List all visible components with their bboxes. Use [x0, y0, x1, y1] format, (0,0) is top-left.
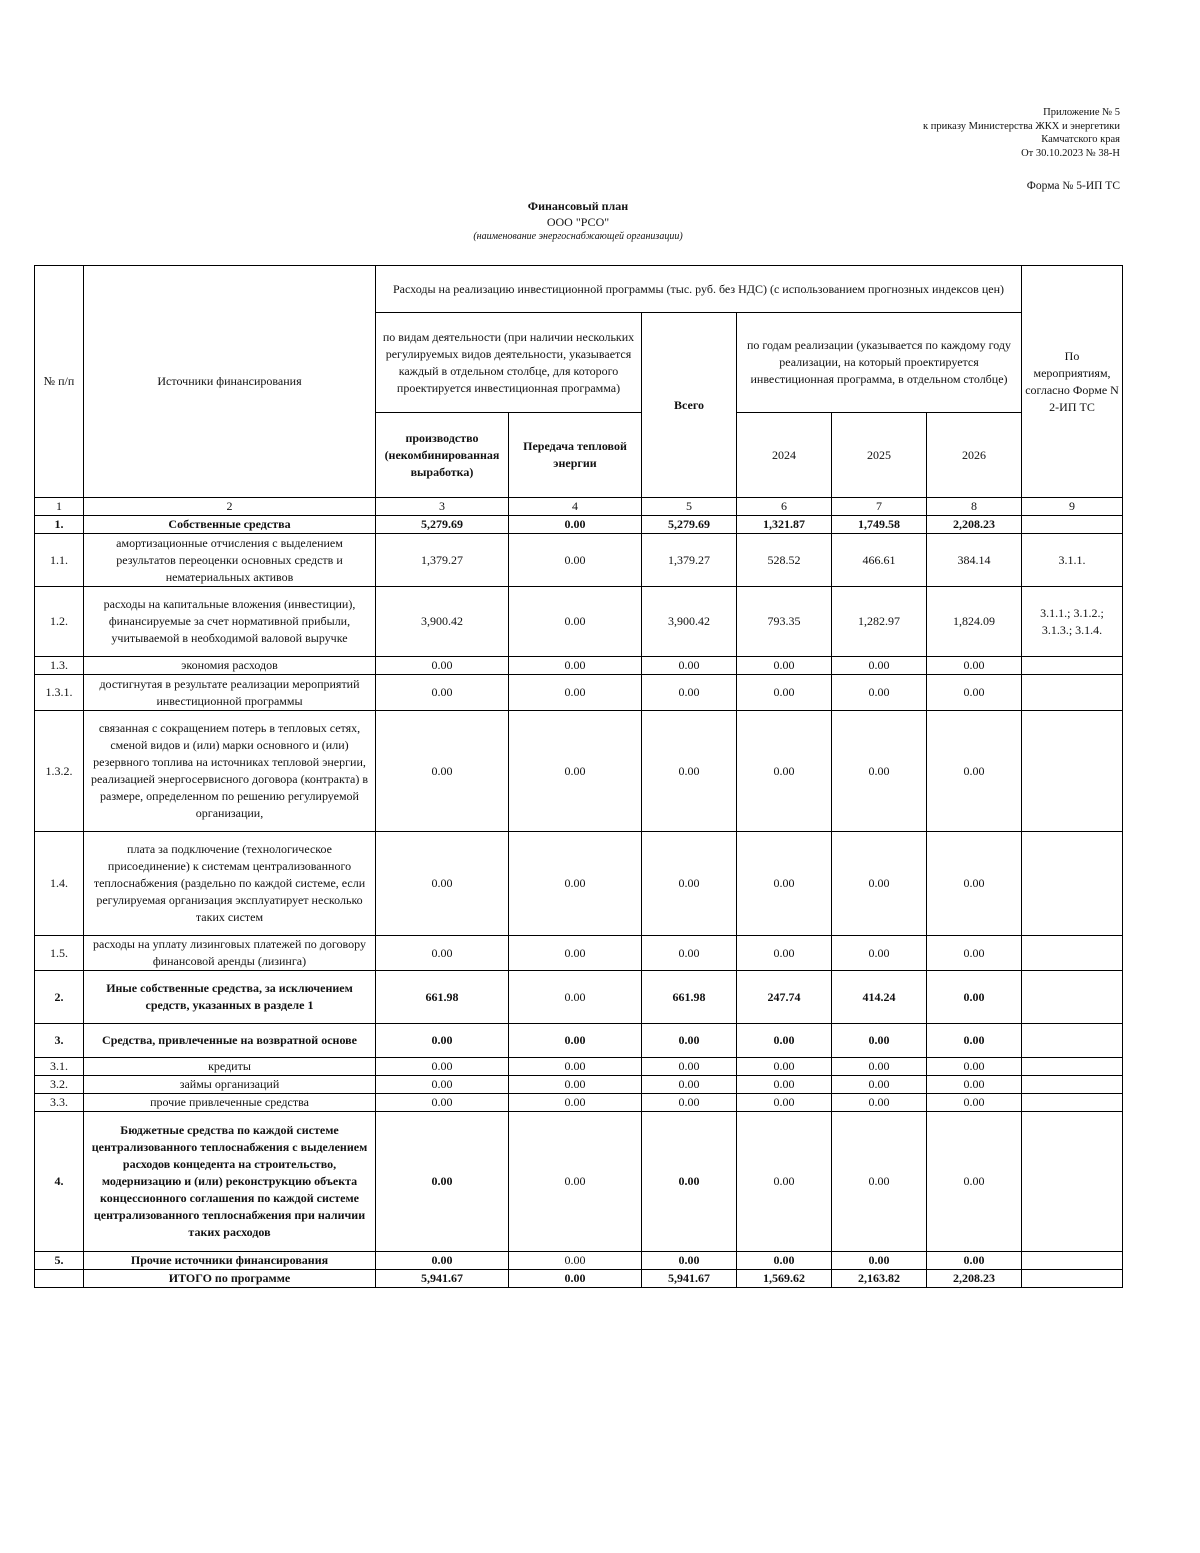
header-by-years: по годам реализации (указывается по каждому году реализации, на который проектируется инвестиционная программа, в отдельном столбце) — [737, 313, 1022, 413]
row-value: 1,379.27 — [642, 534, 737, 587]
row-value: 0.00 — [509, 1024, 642, 1058]
table-row — [35, 1058, 1123, 1076]
row-number: 3.2. — [35, 1076, 84, 1094]
row-value: 0.00 — [642, 1252, 737, 1270]
form-number: Форма № 5-ИП ТС — [1026, 180, 1120, 192]
row-measure-reference — [1022, 1024, 1123, 1058]
row-number: 3.1. — [35, 1058, 84, 1076]
organization-caption: (наименование энергоснабжающей организации) — [473, 231, 683, 242]
row-value: 2,208.23 — [927, 1270, 1022, 1288]
column-number: 7 — [832, 498, 927, 516]
row-value: 2,208.23 — [927, 516, 1022, 534]
row-value: 0.00 — [642, 675, 737, 711]
row-value: 0.00 — [509, 657, 642, 675]
row-source-name: экономия расходов — [84, 657, 376, 675]
row-source-name: Прочие источники финансирования — [84, 1252, 376, 1270]
table-row — [35, 971, 1123, 1024]
table-row — [35, 1270, 1123, 1288]
row-number: 1.3. — [35, 657, 84, 675]
row-value: 0.00 — [737, 711, 832, 832]
header-year: 2026 — [927, 413, 1022, 498]
row-source-name: Иные собственные средства, за исключением средств, указанных в разделе 1 — [84, 971, 376, 1024]
row-number: 1.4. — [35, 832, 84, 936]
row-source-name: амортизационные отчисления с выделением результатов переоценки основных средств и нематериальных активов — [84, 534, 376, 587]
row-value: 0.00 — [737, 936, 832, 971]
row-number: 1.3.2. — [35, 711, 84, 832]
row-value: 0.00 — [509, 971, 642, 1024]
row-value: 3,900.42 — [376, 587, 509, 657]
column-number: 3 — [376, 498, 509, 516]
row-measure-reference — [1022, 1058, 1123, 1076]
column-number: 5 — [642, 498, 737, 516]
row-value: 0.00 — [832, 675, 927, 711]
row-value: 0.00 — [737, 657, 832, 675]
row-value: 247.74 — [737, 971, 832, 1024]
header-sources: Источники финансирования — [84, 266, 376, 498]
row-value: 0.00 — [509, 516, 642, 534]
row-value: 0.00 — [642, 1112, 737, 1252]
row-number: 3. — [35, 1024, 84, 1058]
appendix-reference — [923, 106, 1120, 160]
row-value: 0.00 — [642, 711, 737, 832]
row-value: 0.00 — [509, 1252, 642, 1270]
row-number: 1.1. — [35, 534, 84, 587]
row-value: 0.00 — [737, 832, 832, 936]
row-value: 1,569.62 — [737, 1270, 832, 1288]
header-by-activity: по видам деятельности (при наличии нескольких регулируемых видов деятельности, указывается каждый в отдельном столбце, для которого проектируется инвестиционная программа) — [376, 313, 642, 413]
row-value: 0.00 — [376, 832, 509, 936]
row-value: 0.00 — [737, 1112, 832, 1252]
table-row — [35, 1024, 1123, 1058]
row-value: 5,279.69 — [642, 516, 737, 534]
financial-plan-table — [34, 265, 1123, 1288]
row-measure-reference — [1022, 675, 1123, 711]
table-row — [35, 587, 1123, 657]
row-source-name: прочие привлеченные средства — [84, 1094, 376, 1112]
row-source-name: займы организаций — [84, 1076, 376, 1094]
row-value: 0.00 — [927, 1252, 1022, 1270]
row-value: 1,749.58 — [832, 516, 927, 534]
header-year: 2024 — [737, 413, 832, 498]
appendix-line: к приказу Министерства ЖКХ и энергетики — [923, 120, 1120, 132]
row-value: 0.00 — [376, 1112, 509, 1252]
row-value: 0.00 — [509, 1058, 642, 1076]
row-value: 0.00 — [927, 1058, 1022, 1076]
row-measure-reference — [1022, 1252, 1123, 1270]
document-title: Финансовый план — [527, 199, 629, 213]
header-transmission: Передача тепловой энергии — [509, 413, 642, 498]
column-number: 8 — [927, 498, 1022, 516]
row-value: 0.00 — [642, 1058, 737, 1076]
column-number: 2 — [84, 498, 376, 516]
table-row — [35, 1076, 1123, 1094]
row-value: 0.00 — [376, 1076, 509, 1094]
row-value: 0.00 — [642, 1024, 737, 1058]
row-measure-reference — [1022, 711, 1123, 832]
row-value: 0.00 — [509, 534, 642, 587]
table-row — [35, 1112, 1123, 1252]
row-source-name: расходы на капитальные вложения (инвестиции), финансируемые за счет нормативной прибыли, учитываемой в необходимой валовой выручке — [84, 587, 376, 657]
row-value: 0.00 — [927, 1024, 1022, 1058]
row-value: 0.00 — [737, 1076, 832, 1094]
appendix-line: От 30.10.2023 № 38-Н — [1021, 147, 1120, 159]
row-number — [35, 1270, 84, 1288]
column-number: 4 — [509, 498, 642, 516]
row-number: 2. — [35, 971, 84, 1024]
row-value: 0.00 — [832, 657, 927, 675]
row-value: 0.00 — [376, 1024, 509, 1058]
row-value: 0.00 — [376, 711, 509, 832]
row-measure-reference — [1022, 1094, 1123, 1112]
row-value: 0.00 — [509, 587, 642, 657]
row-number: 1.5. — [35, 936, 84, 971]
row-value: 384.14 — [927, 534, 1022, 587]
row-value: 0.00 — [832, 1094, 927, 1112]
row-value: 0.00 — [737, 1024, 832, 1058]
row-value: 0.00 — [927, 657, 1022, 675]
row-value: 0.00 — [927, 832, 1022, 936]
header-expenses: Расходы на реализацию инвестиционной программы (тыс. руб. без НДС) (с использованием прогнозных индексов цен) — [376, 266, 1022, 313]
column-number-row — [35, 498, 1123, 516]
row-number: 4. — [35, 1112, 84, 1252]
document-title-block — [378, 198, 778, 244]
row-measure-reference — [1022, 1270, 1123, 1288]
row-source-name: связанная с сокращением потерь в тепловых сетях, сменой видов и (или) марки основного и (или) резервного топлива на источниках тепловой энергии, реализацией энергосервисного договора (контракта) в размере, определенном по решению регулируемой организации, — [84, 711, 376, 832]
row-measure-reference — [1022, 1112, 1123, 1252]
row-value: 661.98 — [642, 971, 737, 1024]
row-value: 0.00 — [927, 711, 1022, 832]
row-source-name: Бюджетные средства по каждой системе централизованного теплоснабжения с выделением расходов концедента на строительство, модернизацию и (или) реконструкцию объекта концессионного соглашения по каждой системе централизованного теплоснабжения при наличии таких расходов — [84, 1112, 376, 1252]
row-source-name: Средства, привлеченные на возвратной основе — [84, 1024, 376, 1058]
row-value: 0.00 — [832, 1112, 927, 1252]
row-value: 1,321.87 — [737, 516, 832, 534]
row-number: 3.3. — [35, 1094, 84, 1112]
header-by-measures: По мероприятиям, согласно Форме N 2-ИП ТС — [1022, 266, 1123, 498]
row-value: 0.00 — [509, 1270, 642, 1288]
row-source-name: кредиты — [84, 1058, 376, 1076]
row-value: 0.00 — [927, 1076, 1022, 1094]
header-production: производство (некомбинированная выработка) — [376, 413, 509, 498]
row-measure-reference — [1022, 936, 1123, 971]
row-value: 0.00 — [927, 936, 1022, 971]
column-number: 1 — [35, 498, 84, 516]
row-value: 0.00 — [509, 832, 642, 936]
row-value: 0.00 — [832, 1024, 927, 1058]
row-number: 5. — [35, 1252, 84, 1270]
row-value: 0.00 — [832, 1076, 927, 1094]
row-value: 0.00 — [737, 1252, 832, 1270]
row-value: 0.00 — [509, 675, 642, 711]
row-measure-reference: 3.1.1. — [1022, 534, 1123, 587]
row-value: 2,163.82 — [832, 1270, 927, 1288]
row-measure-reference: 3.1.1.; 3.1.2.; 3.1.3.; 3.1.4. — [1022, 587, 1123, 657]
row-value: 0.00 — [642, 936, 737, 971]
row-value: 528.52 — [737, 534, 832, 587]
row-value: 0.00 — [832, 936, 927, 971]
row-measure-reference — [1022, 516, 1123, 534]
header-year: 2025 — [832, 413, 927, 498]
row-value: 0.00 — [376, 936, 509, 971]
row-value: 1,824.09 — [927, 587, 1022, 657]
row-value: 1,282.97 — [832, 587, 927, 657]
row-number: 1. — [35, 516, 84, 534]
row-value: 0.00 — [642, 1094, 737, 1112]
row-value: 0.00 — [737, 1094, 832, 1112]
header-num: № п/п — [35, 266, 84, 498]
row-value: 0.00 — [642, 832, 737, 936]
row-value: 3,900.42 — [642, 587, 737, 657]
appendix-line: Приложение № 5 — [1043, 107, 1120, 118]
header-row — [35, 266, 1123, 313]
row-value: 5,941.67 — [642, 1270, 737, 1288]
row-value: 0.00 — [642, 657, 737, 675]
row-value: 1,379.27 — [376, 534, 509, 587]
row-value: 0.00 — [376, 675, 509, 711]
row-value: 0.00 — [832, 1252, 927, 1270]
row-value: 0.00 — [927, 971, 1022, 1024]
row-value: 0.00 — [737, 675, 832, 711]
row-source-name: Собственные средства — [84, 516, 376, 534]
row-value: 0.00 — [509, 1094, 642, 1112]
table-row — [35, 936, 1123, 971]
row-source-name: ИТОГО по программе — [84, 1270, 376, 1288]
header-total: Всего — [642, 313, 737, 498]
row-value: 414.24 — [832, 971, 927, 1024]
column-number: 9 — [1022, 498, 1123, 516]
row-value: 466.61 — [832, 534, 927, 587]
row-number: 1.2. — [35, 587, 84, 657]
row-value: 0.00 — [927, 1094, 1022, 1112]
table-row — [35, 711, 1123, 832]
row-value: 0.00 — [832, 711, 927, 832]
row-value: 0.00 — [376, 1094, 509, 1112]
row-measure-reference — [1022, 1076, 1123, 1094]
row-source-name: плата за подключение (технологическое присоединение) к системам централизованного теплоснабжения (раздельно по каждой системе, если регулируемая организация эксплуатирует несколько таких систем — [84, 832, 376, 936]
table-row — [35, 516, 1123, 534]
row-value: 0.00 — [509, 711, 642, 832]
table-row — [35, 534, 1123, 587]
row-value: 0.00 — [509, 936, 642, 971]
row-measure-reference — [1022, 657, 1123, 675]
row-value: 0.00 — [832, 1058, 927, 1076]
table-row — [35, 1252, 1123, 1270]
row-value: 0.00 — [509, 1112, 642, 1252]
row-source-name: расходы на уплату лизинговых платежей по договору финансовой аренды (лизинга) — [84, 936, 376, 971]
row-value: 0.00 — [376, 1252, 509, 1270]
row-value: 0.00 — [737, 1058, 832, 1076]
row-value: 0.00 — [927, 1112, 1022, 1252]
row-value: 0.00 — [509, 1076, 642, 1094]
organization-name: ООО "РСО" — [546, 215, 610, 229]
row-value: 0.00 — [832, 832, 927, 936]
row-value: 0.00 — [927, 675, 1022, 711]
table-row — [35, 657, 1123, 675]
row-value: 5,279.69 — [376, 516, 509, 534]
table-row — [35, 675, 1123, 711]
row-value: 0.00 — [376, 1058, 509, 1076]
row-number: 1.3.1. — [35, 675, 84, 711]
row-value: 793.35 — [737, 587, 832, 657]
row-value: 0.00 — [642, 1076, 737, 1094]
table-row — [35, 1094, 1123, 1112]
table-row — [35, 832, 1123, 936]
appendix-line: Камчатского края — [1041, 134, 1120, 145]
row-value: 661.98 — [376, 971, 509, 1024]
row-value: 5,941.67 — [376, 1270, 509, 1288]
row-measure-reference — [1022, 832, 1123, 936]
row-measure-reference — [1022, 971, 1123, 1024]
row-source-name: достигнутая в результате реализации мероприятий инвестиционной программы — [84, 675, 376, 711]
column-number: 6 — [737, 498, 832, 516]
row-value: 0.00 — [376, 657, 509, 675]
